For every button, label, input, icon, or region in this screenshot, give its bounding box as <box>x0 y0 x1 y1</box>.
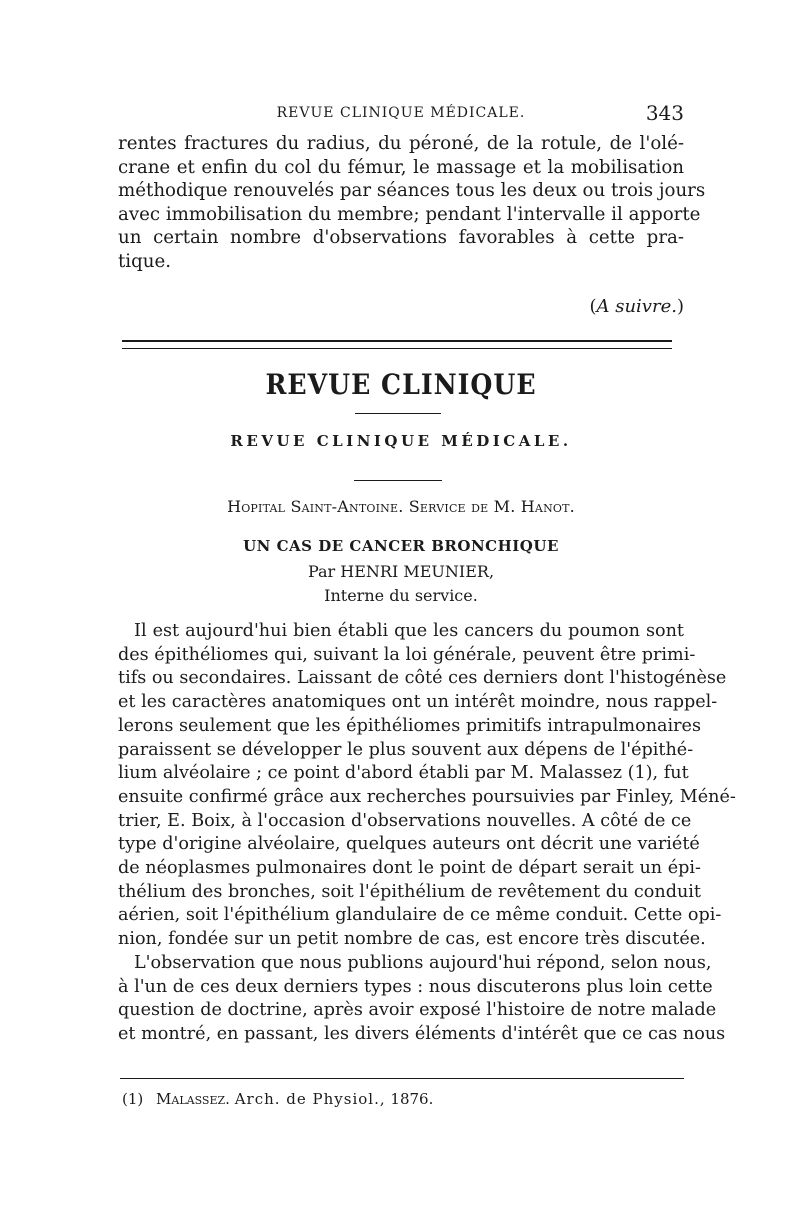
section-divider <box>122 340 672 349</box>
text-line: et montré, en passant, les divers éléments d'intérêt que ce cas nous <box>118 1023 726 1044</box>
footnote-author: Malassez. <box>156 1090 230 1108</box>
subtitle-rule <box>354 480 442 481</box>
continuation-paragraph <box>118 132 706 274</box>
section-title: REVUE CLINIQUE <box>265 368 537 401</box>
paragraph-text <box>118 952 726 1047</box>
text-line: rentes fractures du radius, du péroné, de la rotule, de l'olé- <box>118 133 684 154</box>
to-follow-note: (A suivre.) <box>589 296 684 317</box>
text-line: trier, E. Boix, à l'occasion d'observations nouvelles. A côté de ce <box>118 810 692 831</box>
text-line: avec immobilisation du membre; pendant l'intervalle il apporte <box>118 203 701 225</box>
footnote-year: 1876. <box>390 1090 434 1108</box>
text-line: méthodique renouvelés par séances tous les deux ou trois jours <box>118 180 706 202</box>
text-line: ensuite confirmé grâce aux recherches poursuivies par Finley, Méné- <box>118 786 736 807</box>
text-line: de néoplasmes pulmonaires dont le point de départ serait un épi- <box>118 858 701 879</box>
footnote-journal: Arch. de Physiol., <box>234 1090 386 1108</box>
author-role: Interne du service. <box>324 586 478 605</box>
hospital-line: Hopital Saint-Antoine. Service de M. Hanot. <box>227 497 575 516</box>
to-follow-row <box>118 296 684 322</box>
text-line: lerons seulement que les épithéliomes primitifs intrapulmonaires <box>118 715 701 736</box>
text-line: nion, fondée sur un petit nombre de cas, est encore très discutée. <box>118 929 706 950</box>
text-line: L'observation que nous publions aujourd'hui répond, selon nous, <box>134 952 712 973</box>
text-line: Il est aujourd'hui bien établi que les cancers du poumon sont <box>134 621 684 641</box>
title-rule <box>355 413 441 414</box>
text-line: question de doctrine, après avoir exposé l'histoire de notre malade <box>118 1000 717 1021</box>
running-head <box>118 101 684 127</box>
continuation-text <box>118 132 706 274</box>
text-line: un certain nombre d'observations favorables à cette pra- <box>118 227 684 249</box>
footnote <box>122 1090 433 1108</box>
text-line: tique. <box>118 250 172 272</box>
text-line: et les caractères anatomiques ont un intérêt moindre, nous rappel- <box>118 692 718 713</box>
text-line: aérien, soit l'épithélium glandulaire de ce même conduit. Cette opi- <box>118 905 722 926</box>
subsection-title: REVUE CLINIQUE MÉDICALE. <box>230 432 572 450</box>
text-line: paraissent se développer le plus souvent aux dépens de l'épithé- <box>118 739 694 760</box>
running-title: REVUE CLINIQUE MÉDICALE. <box>276 105 526 121</box>
footnote-rule <box>120 1078 684 1079</box>
body-paragraph-1 <box>118 620 736 1047</box>
article-title: UN CAS DE CANCER BRONCHIQUE <box>243 537 559 555</box>
text-line: crane et enfin du col du fémur, le massage et la mobilisation <box>118 156 684 178</box>
footnote-marker: (1) <box>122 1090 144 1108</box>
text-line: thélium des bronches, soit l'épithélium de revêtement du conduit <box>118 881 701 902</box>
paragraph-text <box>118 620 736 952</box>
text-line: tifs ou secondaires. Laissant de côté ces derniers dont l'histogénèse <box>118 668 727 689</box>
text-line: type d'origine alvéolaire, quelques auteurs ont décrit une variété <box>118 834 700 855</box>
page-number: 343 <box>645 101 684 125</box>
text-line: lium alvéolaire ; ce point d'abord établi par M. Malassez (1), fut <box>118 763 689 784</box>
text-line: des épithéliomes qui, suivant la loi générale, peuvent être primi- <box>118 644 696 665</box>
text-line: à l'un de ces deux derniers types : nous discuterons plus loin cette <box>118 976 713 997</box>
author-line: Par HENRI MEUNIER, <box>307 562 495 581</box>
